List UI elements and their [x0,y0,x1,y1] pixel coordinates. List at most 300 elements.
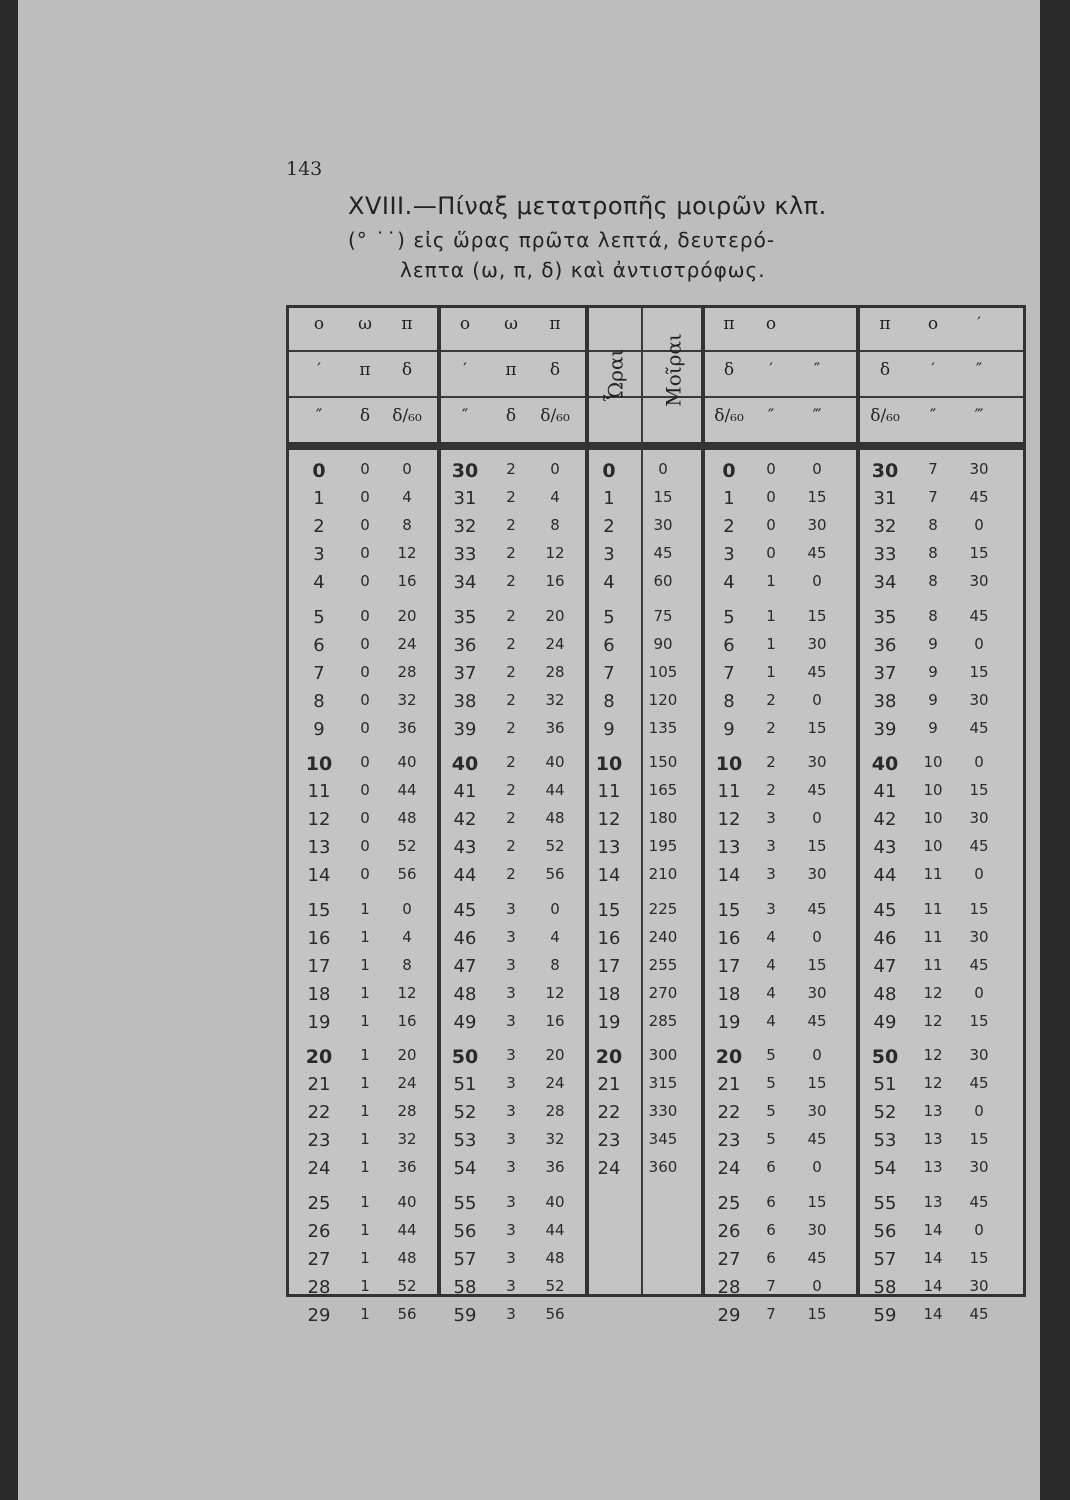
table-cell: 45 [969,1074,989,1093]
table-cell: 58 [453,1276,477,1298]
table-cell: 180 [648,809,678,828]
table-cell: 8 [550,955,560,974]
table-cell: 195 [648,837,678,856]
table-cell: 5 [766,1046,776,1064]
table-cell: 7 [766,1276,776,1295]
table-cell: 21 [597,1074,621,1096]
table-cell: 4 [766,983,776,1002]
column-header: ′ [317,360,321,380]
table-cell: 18 [597,983,621,1005]
table-cell: 6 [603,634,615,656]
table-cell: 57 [453,1248,477,1270]
table-cell: 90 [653,634,673,653]
table-cell: 2 [723,516,735,538]
table-cell: 49 [453,1011,477,1033]
table-cell: 56 [873,1220,897,1242]
table-cell: 0 [812,690,822,709]
table-cell: 44 [873,865,897,887]
table-cell: 40 [451,753,479,775]
table-cell: 30 [807,753,827,771]
table-cell: 35 [453,606,477,628]
table-cell: 52 [397,837,417,856]
table-cell: 14 [923,1304,943,1323]
table-cell: 13 [923,1130,943,1149]
table-cell: 27 [717,1248,741,1270]
table-cell: 39 [453,718,477,740]
table-cell: 45 [969,1192,989,1211]
table-cell: 4 [402,488,412,507]
table-cell: 15 [969,781,989,800]
table-cell: 1 [360,1074,370,1093]
table-cell: 24 [597,1158,621,1180]
table-cell: 9 [928,634,938,653]
column-header: δ [879,360,891,380]
table-cell: 32 [397,690,417,709]
table-cell: 45 [969,837,989,856]
table-cell: 26 [717,1220,741,1242]
table-cell: 4 [402,927,412,946]
table-cell: 23 [597,1130,621,1152]
table-cell: 20 [595,1046,623,1068]
table-cell: 5 [766,1102,776,1121]
table-cell: 360 [648,1158,678,1177]
table-cell: 15 [807,718,827,737]
column-header: ″ [767,406,775,426]
table-cell: 45 [969,606,989,625]
hours-header: Ὧραι [603,348,628,402]
table-cell: 18 [307,983,331,1005]
table-cell: 21 [307,1074,331,1096]
table-cell: 12 [397,544,417,563]
table-cell: 2 [313,516,325,538]
table-cell: 56 [545,865,565,884]
column-header: ″ [315,406,323,426]
table-cell: 48 [873,983,897,1005]
column-header: ′ [977,314,981,334]
table-cell: 13 [923,1102,943,1121]
table-cell: 16 [307,927,331,949]
table-cell: 14 [923,1220,943,1239]
book-page [18,0,1040,1500]
conversion-table [286,305,1026,1326]
table-cell: 3 [506,1220,516,1239]
table-cell: 39 [873,718,897,740]
table-cell: 36 [545,1158,565,1177]
column-header: ‴ [974,406,984,426]
table-cell: 3 [506,1102,516,1121]
table-cell: 0 [766,516,776,535]
table-cell: 22 [597,1102,621,1124]
column-header: π [723,314,735,334]
column-header: ′ [463,360,467,380]
column-header: ο [765,314,777,334]
table-cell: 25 [717,1192,741,1214]
table-cell: 9 [928,690,938,709]
table-cell: 0 [974,865,984,884]
table-cell: 49 [873,1011,897,1033]
table-cell: 0 [360,544,370,563]
table-cell: 30 [807,516,827,535]
table-cell: 55 [873,1192,897,1214]
table-cell: 255 [648,955,678,974]
table-cell: 30 [807,865,827,884]
table-cell: 11 [717,781,741,803]
table-cell: 13 [307,837,331,859]
table-cell: 3 [723,544,735,566]
table-cell: 1 [360,1220,370,1239]
column-header: ″ [929,406,937,426]
table-cell: 1 [603,488,615,510]
table-cell: 3 [506,899,516,918]
table-cell: 23 [307,1130,331,1152]
table-cell: 13 [923,1192,943,1211]
table-cell: 0 [974,753,984,771]
table-cell: 315 [648,1074,678,1093]
table-cell: 45 [807,781,827,800]
table-cell: 45 [807,1130,827,1149]
table-cell: 0 [360,718,370,737]
table-cell: 7 [766,1304,776,1323]
table-cell: 15 [717,899,741,921]
table-cell: 3 [766,899,776,918]
table-cell: 6 [766,1220,776,1239]
table-cell: 11 [923,955,943,974]
table-cell: 44 [545,1220,565,1239]
table-cell: 45 [969,488,989,507]
table-cell: 56 [397,1304,417,1323]
table-cell: 19 [717,1011,741,1033]
column-header: δ [505,406,517,426]
table-cell: 45 [653,544,673,563]
table-cell: 3 [506,983,516,1002]
table-cell: 19 [597,1011,621,1033]
table-cell: 2 [506,516,516,535]
table-cell: 51 [453,1074,477,1096]
table-cell: 11 [923,899,943,918]
table-cell: 3 [506,927,516,946]
table-cell: 0 [602,460,616,482]
table-cell: 6 [766,1158,776,1177]
table-cell: 3 [506,1192,516,1211]
table-cell: 240 [648,927,678,946]
table-cell: 225 [648,899,678,918]
table-cell: 6 [766,1248,776,1267]
table-cell: 2 [506,809,516,828]
column-header: ′ [769,360,773,380]
table-cell: 1 [360,1011,370,1030]
table-cell: 48 [397,1248,417,1267]
table-cell: 32 [397,1130,417,1149]
table-cell: 0 [766,488,776,507]
table-cell: 7 [723,662,735,684]
column-header: δ [549,360,561,380]
table-cell: 9 [928,662,938,681]
table-cell: 28 [307,1276,331,1298]
table-cell: 45 [969,718,989,737]
table-cell: 30 [969,1158,989,1177]
table-cell: 345 [648,1130,678,1149]
table-cell: 3 [766,809,776,828]
table-cell: 16 [717,927,741,949]
page-number: 143 [286,158,323,180]
table-cell: 47 [453,955,477,977]
table-cell: 51 [873,1074,897,1096]
table-cell: 56 [397,865,417,884]
table-cell: 0 [812,809,822,828]
table-cell: 36 [545,718,565,737]
table-cell: 30 [807,983,827,1002]
table-cell: 52 [545,1276,565,1295]
column-header: δ/₆₀ [714,406,744,426]
table-cell: 12 [597,809,621,831]
table-cell: 45 [453,899,477,921]
column-header: ″ [975,360,983,380]
table-cell: 59 [453,1304,477,1326]
table-cell: 52 [453,1102,477,1124]
table-cell: 54 [453,1158,477,1180]
table-cell: 1 [766,572,776,591]
table-cell: 21 [717,1074,741,1096]
table-cell: 33 [453,544,477,566]
table-cell: 4 [723,572,735,594]
table-cell: 0 [974,1220,984,1239]
table-cell: 4 [313,572,325,594]
table-cell: 1 [360,1192,370,1211]
column-header: ′ [931,360,935,380]
table-cell: 12 [923,1011,943,1030]
table-cell: 20 [397,1046,417,1064]
table-cell: 28 [545,662,565,681]
table-cell: 0 [550,460,560,478]
table-cell: 50 [871,1046,899,1068]
table-cell: 59 [873,1304,897,1326]
table-cell: 0 [360,690,370,709]
table-cell: 29 [307,1304,331,1326]
table-cell: 8 [928,516,938,535]
table-cell: 16 [545,572,565,591]
table-cell: 45 [807,1011,827,1030]
table-cell: 0 [360,516,370,535]
table-cell: 2 [506,865,516,884]
table-cell: 27 [307,1248,331,1270]
table-cell: 2 [506,718,516,737]
table-cell: 30 [871,460,899,482]
table-cell: 25 [307,1192,331,1214]
table-cell: 13 [717,837,741,859]
table-cell: 17 [597,955,621,977]
table-cell: 12 [545,544,565,563]
table-cell: 0 [360,460,370,478]
table-cell: 53 [873,1130,897,1152]
table-cell: 52 [545,837,565,856]
table-cell: 14 [597,865,621,887]
table-cell: 0 [402,460,412,478]
table-cell: 0 [360,572,370,591]
table-cell: 0 [360,753,370,771]
table-cell: 2 [506,488,516,507]
table-cell: 30 [969,1046,989,1064]
table-cell: 24 [545,634,565,653]
table-cell: 0 [360,865,370,884]
table-cell: 15 [807,837,827,856]
table-cell: 285 [648,1011,678,1030]
table-cell: 26 [307,1220,331,1242]
table-cell: 20 [545,606,565,625]
table-cell: 16 [397,1011,417,1030]
table-cell: 7 [928,488,938,507]
table-cell: 19 [307,1011,331,1033]
table-cell: 9 [313,718,325,740]
table-cell: 32 [545,1130,565,1149]
table-cell: 45 [873,899,897,921]
table-cell: 30 [807,1102,827,1121]
table-cell: 12 [397,983,417,1002]
table-cell: 32 [545,690,565,709]
table-cell: 1 [360,927,370,946]
table-cell: 3 [766,865,776,884]
table-cell: 3 [506,955,516,974]
table-cell: 48 [453,983,477,1005]
table-cell: 2 [766,753,776,771]
column-header: ω [358,314,372,334]
table-cell: 11 [923,865,943,884]
table-cell: 15 [807,1192,827,1211]
table-cell: 15 [807,955,827,974]
table-cell: 28 [397,1102,417,1121]
table-cell: 6 [766,1192,776,1211]
table-cell: 11 [923,927,943,946]
table-cell: 15 [969,544,989,563]
table-cell: 15 [653,488,673,507]
table-cell: 57 [873,1248,897,1270]
table-cell: 3 [766,837,776,856]
table-cell: 10 [305,753,333,775]
table-cell: 33 [873,544,897,566]
table-subtitle-line2: λεπτα (ω, π, δ) καὶ ἀντιστρόφως. [400,258,766,282]
table-cell: 30 [807,1220,827,1239]
table-cell: 37 [873,662,897,684]
table-cell: 0 [766,460,776,478]
table-cell: 29 [717,1304,741,1326]
column-header: δ/₆₀ [392,406,422,426]
table-cell: 15 [969,1248,989,1267]
table-cell: 36 [873,634,897,656]
column-header: π [549,314,561,334]
table-cell: 0 [812,460,822,478]
table-cell: 270 [648,983,678,1002]
table-cell: 2 [506,837,516,856]
column-header: ″ [813,360,821,380]
table-cell: 50 [451,1046,479,1068]
table-cell: 41 [453,781,477,803]
table-cell: 150 [648,753,678,771]
table-cell: 0 [360,837,370,856]
table-cell: 31 [873,488,897,510]
table-cell: 105 [648,662,678,681]
table-title: XVIII.—Πίναξ μετατροπῆς μοιρῶν κλπ. [348,192,827,220]
table-cell: 32 [453,516,477,538]
table-cell: 30 [969,460,989,478]
table-cell: 10 [595,753,623,775]
table-cell: 45 [807,544,827,563]
table-cell: 210 [648,865,678,884]
table-cell: 0 [974,516,984,535]
table-cell: 15 [307,899,331,921]
table-cell: 2 [506,572,516,591]
table-cell: 10 [715,753,743,775]
table-cell: 9 [603,718,615,740]
table-cell: 9 [928,718,938,737]
table-cell: 8 [928,544,938,563]
table-cell: 1 [313,488,325,510]
table-cell: 10 [923,837,943,856]
table-cell: 24 [397,1074,417,1093]
table-cell: 46 [873,927,897,949]
table-cell: 2 [506,544,516,563]
table-cell: 5 [766,1074,776,1093]
table-cell: 48 [397,809,417,828]
table-cell: 45 [807,899,827,918]
table-cell: 8 [313,690,325,712]
column-header: δ/₆₀ [540,406,570,426]
table-cell: 12 [307,809,331,831]
table-cell: 3 [506,1130,516,1149]
table-cell: 40 [545,1192,565,1211]
table-cell: 43 [453,837,477,859]
header-rule [289,350,1023,352]
table-cell: 1 [723,488,735,510]
table-cell: 8 [928,572,938,591]
table-cell: 47 [873,955,897,977]
table-cell: 1 [766,662,776,681]
table-cell: 12 [923,1046,943,1064]
table-cell: 15 [969,899,989,918]
table-cell: 0 [766,544,776,563]
table-cell: 36 [397,1158,417,1177]
table-cell: 15 [969,1130,989,1149]
table-cell: 38 [453,690,477,712]
table-cell: 12 [717,809,741,831]
table-cell: 10 [923,753,943,771]
table-cell: 6 [723,634,735,656]
table-cell: 7 [928,460,938,478]
column-header: δ [723,360,735,380]
table-cell: 14 [307,865,331,887]
table-cell: 34 [873,572,897,594]
header-bottom-rule [289,446,1023,450]
table-cell: 3 [603,544,615,566]
table-cell: 0 [360,634,370,653]
table-cell: 3 [313,544,325,566]
table-cell: 20 [715,1046,743,1068]
table-cell: 330 [648,1102,678,1121]
table-cell: 3 [506,1074,516,1093]
table-cell: 1 [360,1276,370,1295]
table-cell: 0 [722,460,736,482]
table-cell: 0 [360,809,370,828]
table-cell: 0 [360,606,370,625]
table-cell: 300 [648,1046,678,1064]
table-cell: 0 [812,572,822,591]
table-cell: 52 [397,1276,417,1295]
table-cell: 1 [360,1304,370,1323]
table-cell: 0 [658,460,668,478]
table-cell: 15 [969,1011,989,1030]
table-cell: 5 [603,606,615,628]
table-cell: 0 [812,1046,822,1064]
table-cell: 165 [648,781,678,800]
table-subtitle-line1: (° ˙˙) εἰς ὥρας πρῶτα λεπτά, δευτερό- [348,228,776,252]
